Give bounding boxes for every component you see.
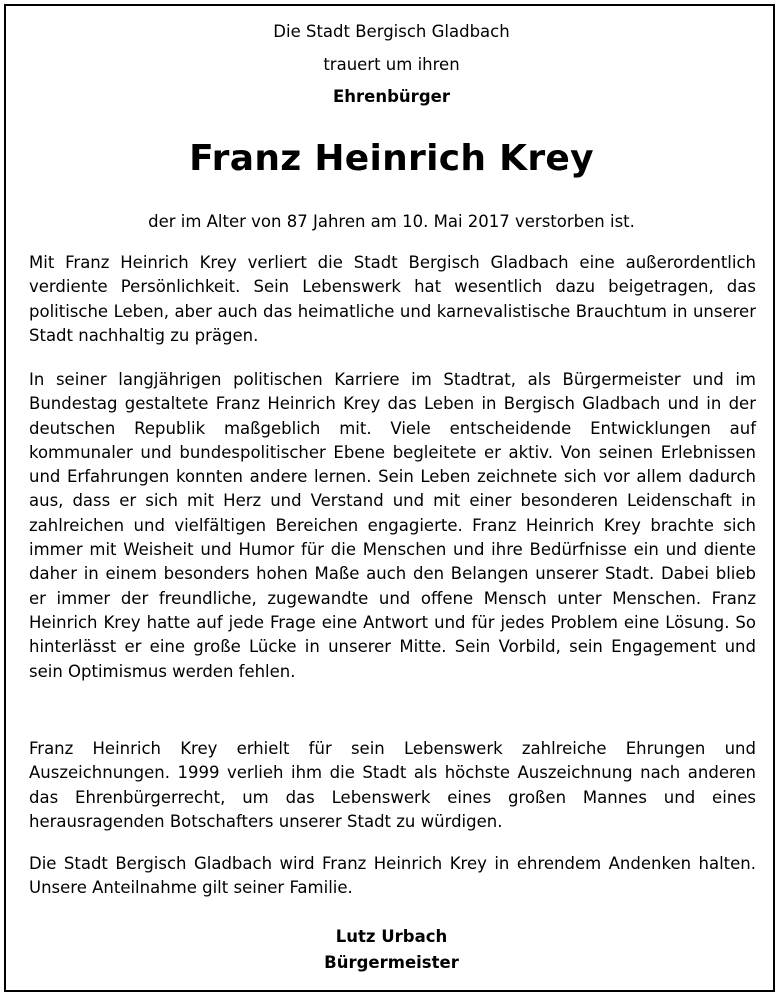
deceased-name: Franz Heinrich Krey xyxy=(189,138,594,179)
paragraph-3: Franz Heinrich Krey erhielt für sein Lebenswerk zahlreiche Ehrungen und Auszeichnungen. 1999 verlieh ihm die Stadt als höchste Auszeichnung nach anderen das Ehrenbürgerrecht, um das Lebenswerk eines großen Mannes und eines herausragenden Botschafters unserer Stadt zu würdigen. xyxy=(29,739,756,831)
death-line: der im Alter von 87 Jahren am 10. Mai 2017 verstorben ist. xyxy=(148,212,635,231)
signature-name: Lutz Urbach xyxy=(335,927,448,946)
header-honorary-title: Ehrenbürger xyxy=(333,87,450,106)
paragraph-2: In seiner langjährigen politischen Karriere im Stadtrat, als Bürgermeister und im Bundestag gestaltete Franz Heinrich Krey das Leben in Bergisch Gladbach und in der deutschen Republik maßgeblich mit. Viele entscheidende Entwicklungen auf kommunaler und bundespolitischer Ebene begleitete er aktiv. Von seinen Erlebnissen und Erfahrungen konnten andere lernen. Sein Leben zeichnete sich vor allem dadurch aus, dass er sich mit Herz und Verstand und mit einer besonderen Leidenschaft in zahlreichen und vielfältigen Bereichen engagierte. Franz Heinrich Krey brachte sich immer mit Weisheit und Humor für die Menschen und ihre Bedürfnisse ein und diente daher in einem besonders hohen Maße auch den Belangen unserer Stadt. Dabei blieb er immer der freundliche, zugewandte und offene Mensch unter Menschen. Franz Heinrich Krey hatte auf jede Frage eine Antwort und für jedes Problem eine Lösung. So hinterlässt er eine große Lücke in unserer Mitte. Sein Vorbild, sein Engagement und sein Optimismus werden fehlen. xyxy=(29,370,756,681)
header-mourns: trauert um ihren xyxy=(323,55,460,74)
paragraph-4: Die Stadt Bergisch Gladbach wird Franz Heinrich Krey in ehrendem Andenken halten. Unsere Anteilnahme gilt seiner Familie. xyxy=(29,854,756,898)
paragraph-1: Mit Franz Heinrich Krey verliert die Stadt Bergisch Gladbach eine außerordentlich verdiente Persönlichkeit. Sein Lebenswerk hat wesentlich dazu beigetragen, das politische Leben, aber auch das heimatliche und karnevalistische Brauchtum in unserer Stadt nachhaltig zu prägen. xyxy=(29,253,756,345)
signature-title: Bürgermeister xyxy=(324,953,459,972)
header-city: Die Stadt Bergisch Gladbach xyxy=(273,22,510,41)
